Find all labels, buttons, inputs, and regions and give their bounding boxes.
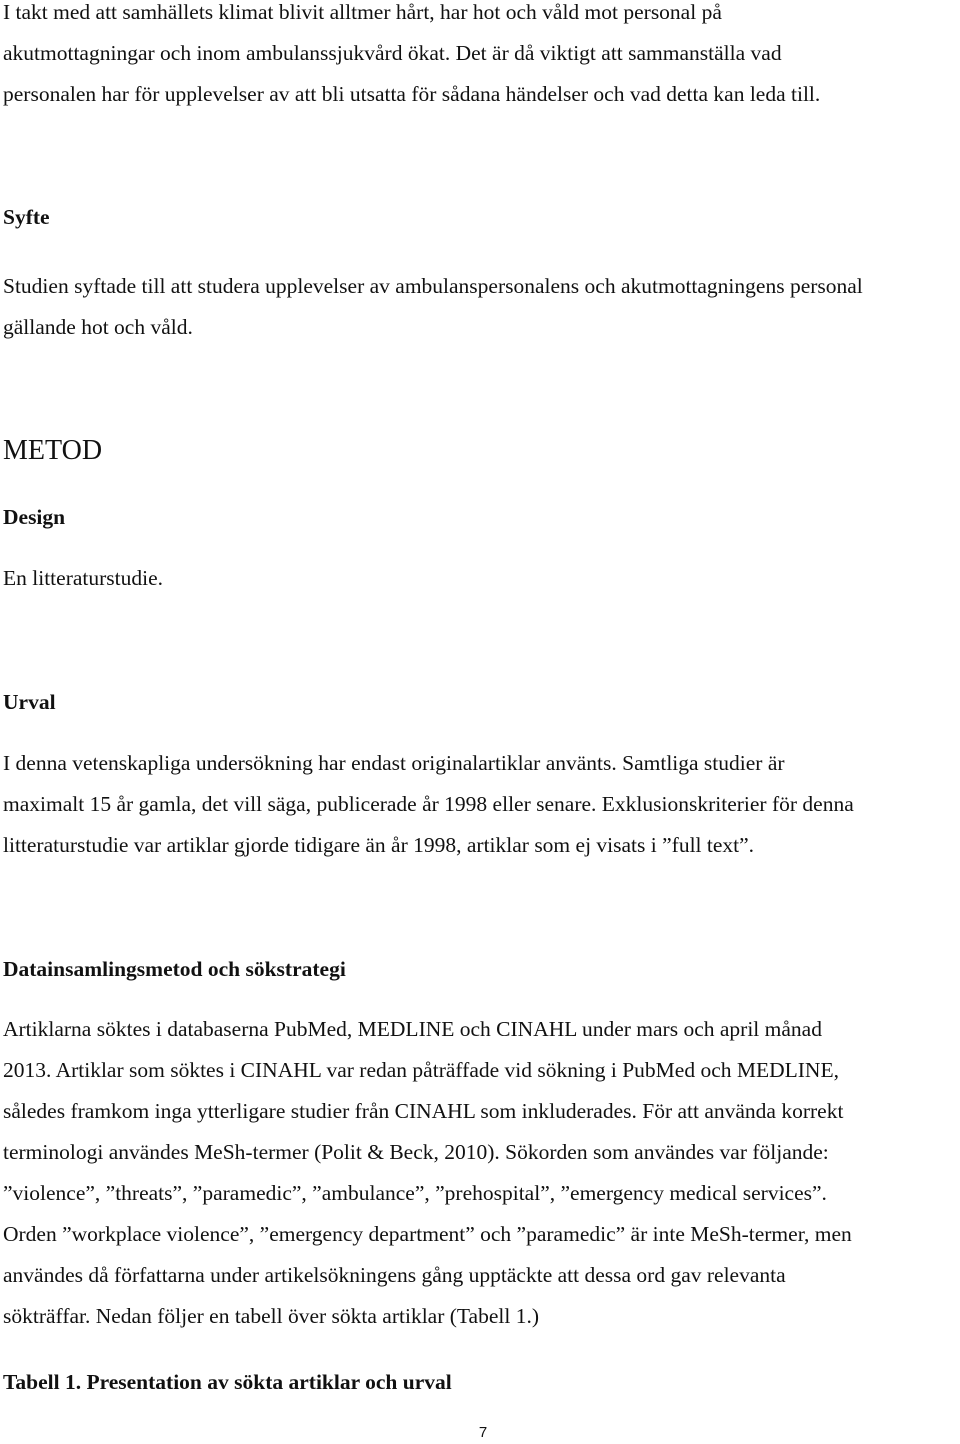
datainsamling-line: terminologi användes MeSh-termer (Polit & Beck, 2010). Sökorden som användes var följande: — [3, 1140, 829, 1164]
datainsamling-line: användes då författarna under artikelsökningens gång upptäckte att dessa ord gav relevanta — [3, 1263, 786, 1287]
urval-line: maximalt 15 år gamla, det vill säga, publicerade år 1998 eller senare. Exklusionskriterier för denna — [3, 792, 854, 816]
table-caption: Tabell 1. Presentation av sökta artiklar och urval — [3, 1370, 452, 1394]
datainsamling-line: 2013. Artiklar som söktes i CINAHL var redan påträffade vid sökning i PubMed och MEDLINE, — [3, 1058, 839, 1082]
metod-heading: METOD — [3, 435, 103, 466]
intro-paragraph — [3, 0, 960, 115]
syfte-line: Studien syftade till att studera upplevelser av ambulanspersonalens och akutmottagningens personal — [3, 274, 863, 298]
intro-line: I takt med att samhällets klimat blivit alltmer hårt, har hot och våld mot personal på — [3, 0, 722, 24]
datainsamling-line: Orden ”workplace violence”, ”emergency department” och ”paramedic” är inte MeSh-termer, men — [3, 1222, 852, 1246]
syfte-line: gällande hot och våld. — [3, 315, 193, 339]
page-number: 7 — [478, 1424, 488, 1441]
urval-heading: Urval — [3, 690, 56, 714]
intro-line: akutmottagningar och inom ambulanssjukvård ökat. Det är då viktigt att sammanställa vad — [3, 41, 782, 65]
datainsamling-heading: Datainsamlingsmetod och sökstrategi — [3, 957, 346, 981]
syfte-heading: Syfte — [3, 205, 50, 229]
datainsamling-line: ”violence”, ”threats”, ”paramedic”, ”ambulance”, ”prehospital”, ”emergency medical services”. — [3, 1181, 827, 1205]
urval-line: I denna vetenskapliga undersökning har endast originalartiklar använts. Samtliga studier är — [3, 751, 785, 775]
datainsamling-paragraph — [3, 1009, 960, 1337]
design-heading: Design — [3, 505, 66, 529]
datainsamling-line: således framkom inga ytterligare studier från CINAHL som inkluderades. För att använda korrekt — [3, 1099, 844, 1123]
urval-paragraph — [3, 743, 960, 866]
datainsamling-line: Artiklarna söktes i databaserna PubMed, MEDLINE och CINAHL under mars och april månad — [3, 1017, 822, 1041]
intro-line: personalen har för upplevelser av att bli utsatta för sådana händelser och vad detta kan leda till. — [3, 82, 821, 106]
design-text: En litteraturstudie. — [3, 566, 164, 590]
urval-line: litteraturstudie var artiklar gjorde tidigare än år 1998, artiklar som ej visats i ”full text”. — [3, 833, 755, 857]
syfte-paragraph — [3, 266, 960, 348]
datainsamling-line: sökträffar. Nedan följer en tabell över sökta artiklar (Tabell 1.) — [3, 1304, 539, 1328]
